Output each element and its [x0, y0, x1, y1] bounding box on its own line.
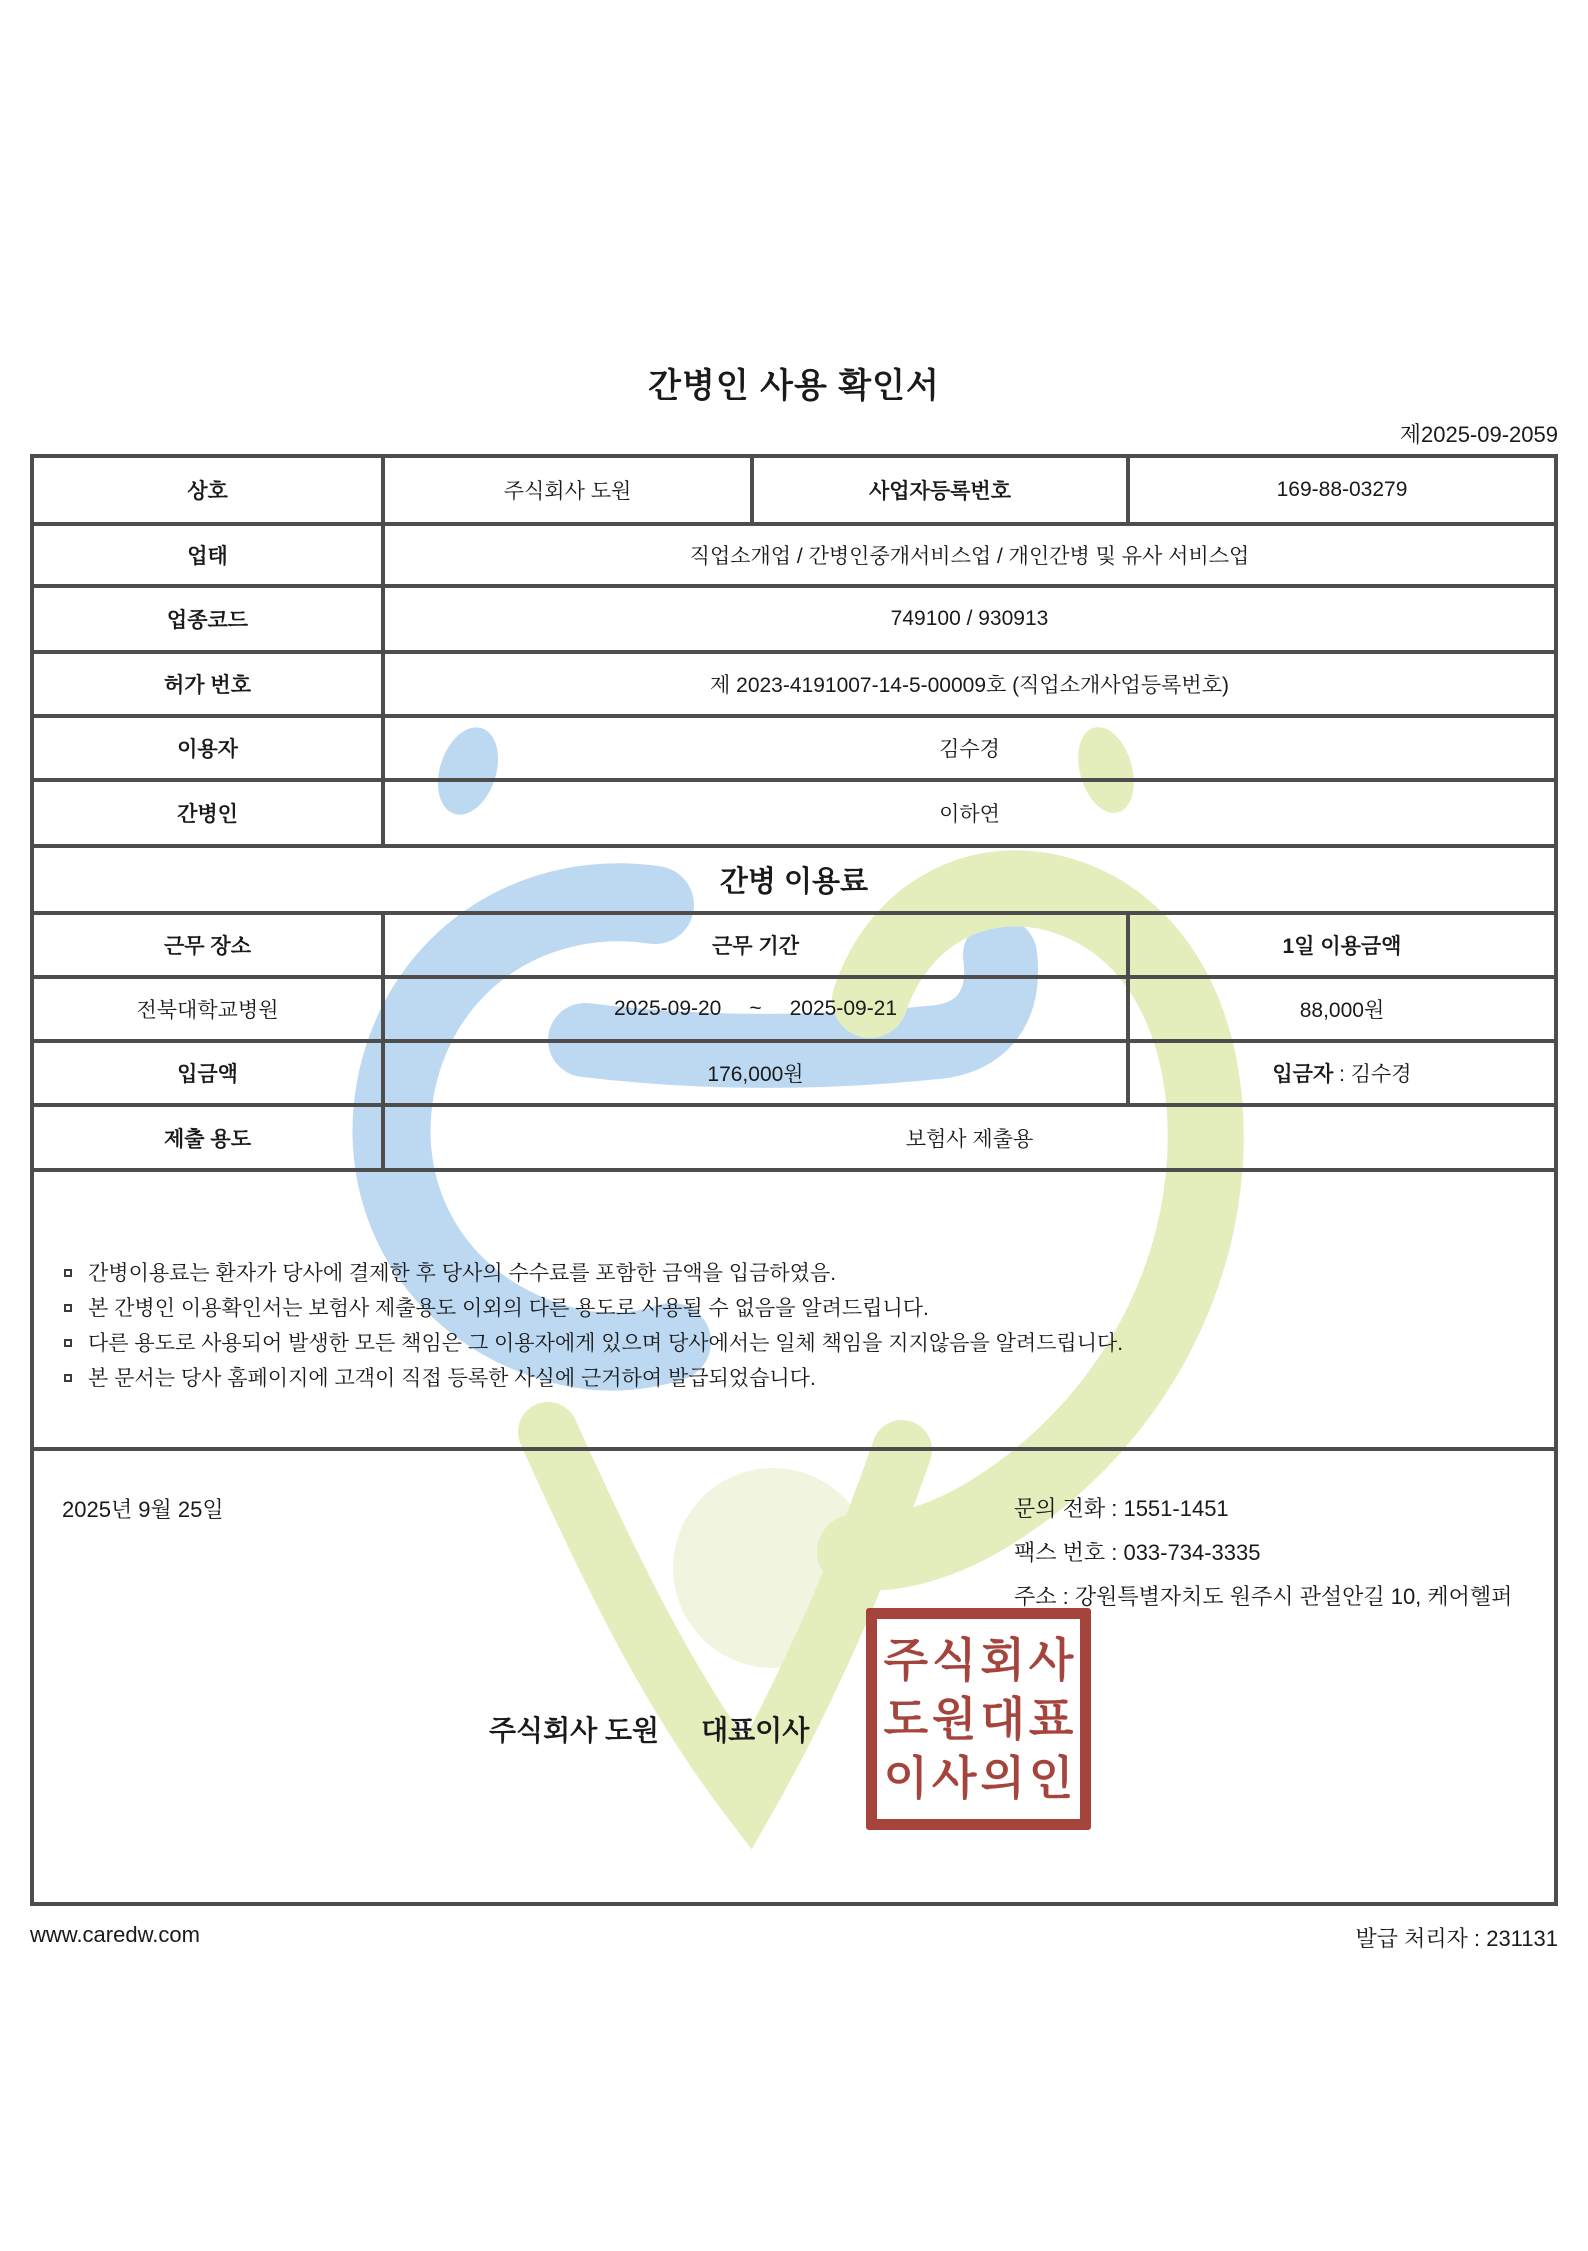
purpose-label: 제출 용도: [34, 1107, 385, 1168]
business-type-label: 업태: [34, 526, 385, 584]
purpose-value: 보험사 제출용: [905, 1127, 1034, 1151]
industry-code-label: 업종코드: [34, 588, 385, 650]
issue-date: 2025년 9월 25일: [62, 1497, 224, 1522]
confirmation-table: [30, 454, 1558, 1906]
contact-address: 주소 : 강원특별자치도 원주시 관설안길 10, 케어헬퍼: [1014, 1584, 1513, 1609]
table-row: [34, 979, 1554, 1043]
license-number-value: 제 2023-4191007-14-5-00009호 (직업소개사업등록번호): [710, 674, 1229, 697]
stamp-line: 이사의인: [883, 1751, 1078, 1804]
table-row: [34, 718, 1554, 782]
note-item: [64, 1291, 1534, 1326]
work-place-value: 전북대학교병원: [34, 979, 385, 1039]
website-url: www.caredw.com: [30, 1922, 200, 1947]
contact-fax: 팩스 번호 : 033-734-3335: [1014, 1540, 1261, 1565]
depositor-name: : 김수경: [1333, 1063, 1412, 1086]
work-period-value: [385, 979, 1130, 1039]
depositor-cell: [1130, 1043, 1554, 1103]
stamp-line: 주식회사: [883, 1633, 1078, 1686]
table-row: [34, 654, 1554, 718]
business-reg-label: 사업자등록번호: [754, 458, 1130, 522]
page-footer: [30, 1922, 1558, 1953]
license-number-label: 허가 번호: [34, 654, 385, 714]
contact-info: [1014, 1487, 1512, 1619]
industry-code-value: 749100 / 930913: [890, 607, 1049, 630]
table-row: [34, 782, 1554, 848]
contact-phone: 문의 전화 : 1551-1451: [1014, 1496, 1229, 1521]
page-title: 간병인 사용 확인서: [648, 367, 940, 405]
signer-title: 대표이사: [701, 1715, 810, 1746]
corporate-seal-stamp: [866, 1608, 1091, 1830]
issuer-id: 발급 처리자 : 231131: [1355, 1926, 1558, 1951]
table-row: [34, 915, 1554, 979]
daily-fee-header: 1일 이용금액: [1282, 935, 1402, 958]
business-reg-value: 169-88-03279: [1276, 478, 1408, 501]
deposit-label: 입금액: [34, 1043, 385, 1103]
note-item: [64, 1256, 1534, 1291]
table-row: [34, 588, 1554, 654]
note-text: 다른 용도로 사용되어 발생한 모든 책임은 그 이용자에게 있으며 당사에서는 일체 책임을 지지않음을 알려드립니다.: [88, 1332, 1124, 1355]
period-start: 2025-09-20: [613, 997, 722, 1020]
document-number: 제2025-09-2059: [1399, 422, 1558, 447]
company-name-value: 주식회사 도원: [385, 458, 754, 522]
square-bullet-icon: [64, 1374, 72, 1382]
signer-company: 주식회사 도원: [489, 1715, 660, 1746]
note-text: 본 간병인 이용확인서는 보험사 제출용도 이외의 다른 용도로 사용될 수 없음을 알려드립니다.: [88, 1297, 929, 1320]
stamp-line: 도원대표: [883, 1692, 1078, 1745]
period-separator: ~: [749, 997, 762, 1020]
work-place-header: 근무 장소: [34, 915, 385, 975]
user-label: 이용자: [34, 718, 385, 778]
business-type-value: 직업소개업 / 간병인중개서비스업 / 개인간병 및 유사 서비스업: [689, 545, 1250, 568]
note-text: 간병이용료는 환자가 당사에 결제한 후 당사의 수수료를 포함한 금액을 입금하였음.: [88, 1262, 837, 1285]
square-bullet-icon: [64, 1304, 72, 1312]
signer-line: [489, 1709, 809, 1749]
deposit-amount: 176,000원: [385, 1043, 1130, 1103]
table-row: [34, 1107, 1554, 1172]
fee-section-title: 간병 이용료: [34, 848, 1554, 915]
company-name-label: 상호: [34, 458, 385, 522]
daily-fee-value: 88,000원: [1299, 999, 1385, 1022]
square-bullet-icon: [64, 1339, 72, 1347]
table-row: [34, 1043, 1554, 1107]
note-item: [64, 1361, 1534, 1396]
caregiver-value: 이하연: [939, 803, 1000, 826]
note-item: [64, 1326, 1534, 1361]
work-period-header: 근무 기간: [385, 915, 1130, 975]
notes-block: [34, 1172, 1554, 1451]
square-bullet-icon: [64, 1269, 72, 1277]
caregiver-label: 간병인: [34, 782, 385, 844]
user-value: 김수경: [939, 738, 1000, 761]
table-row: [34, 526, 1554, 588]
note-text: 본 문서는 당사 홈페이지에 고객이 직접 등록한 사실에 근거하여 발급되었습니다.: [88, 1367, 816, 1390]
depositor-label: 입금자: [1272, 1063, 1334, 1086]
issue-block: [34, 1451, 1554, 1902]
period-end: 2025-09-21: [789, 997, 898, 1020]
table-row: [34, 458, 1554, 526]
